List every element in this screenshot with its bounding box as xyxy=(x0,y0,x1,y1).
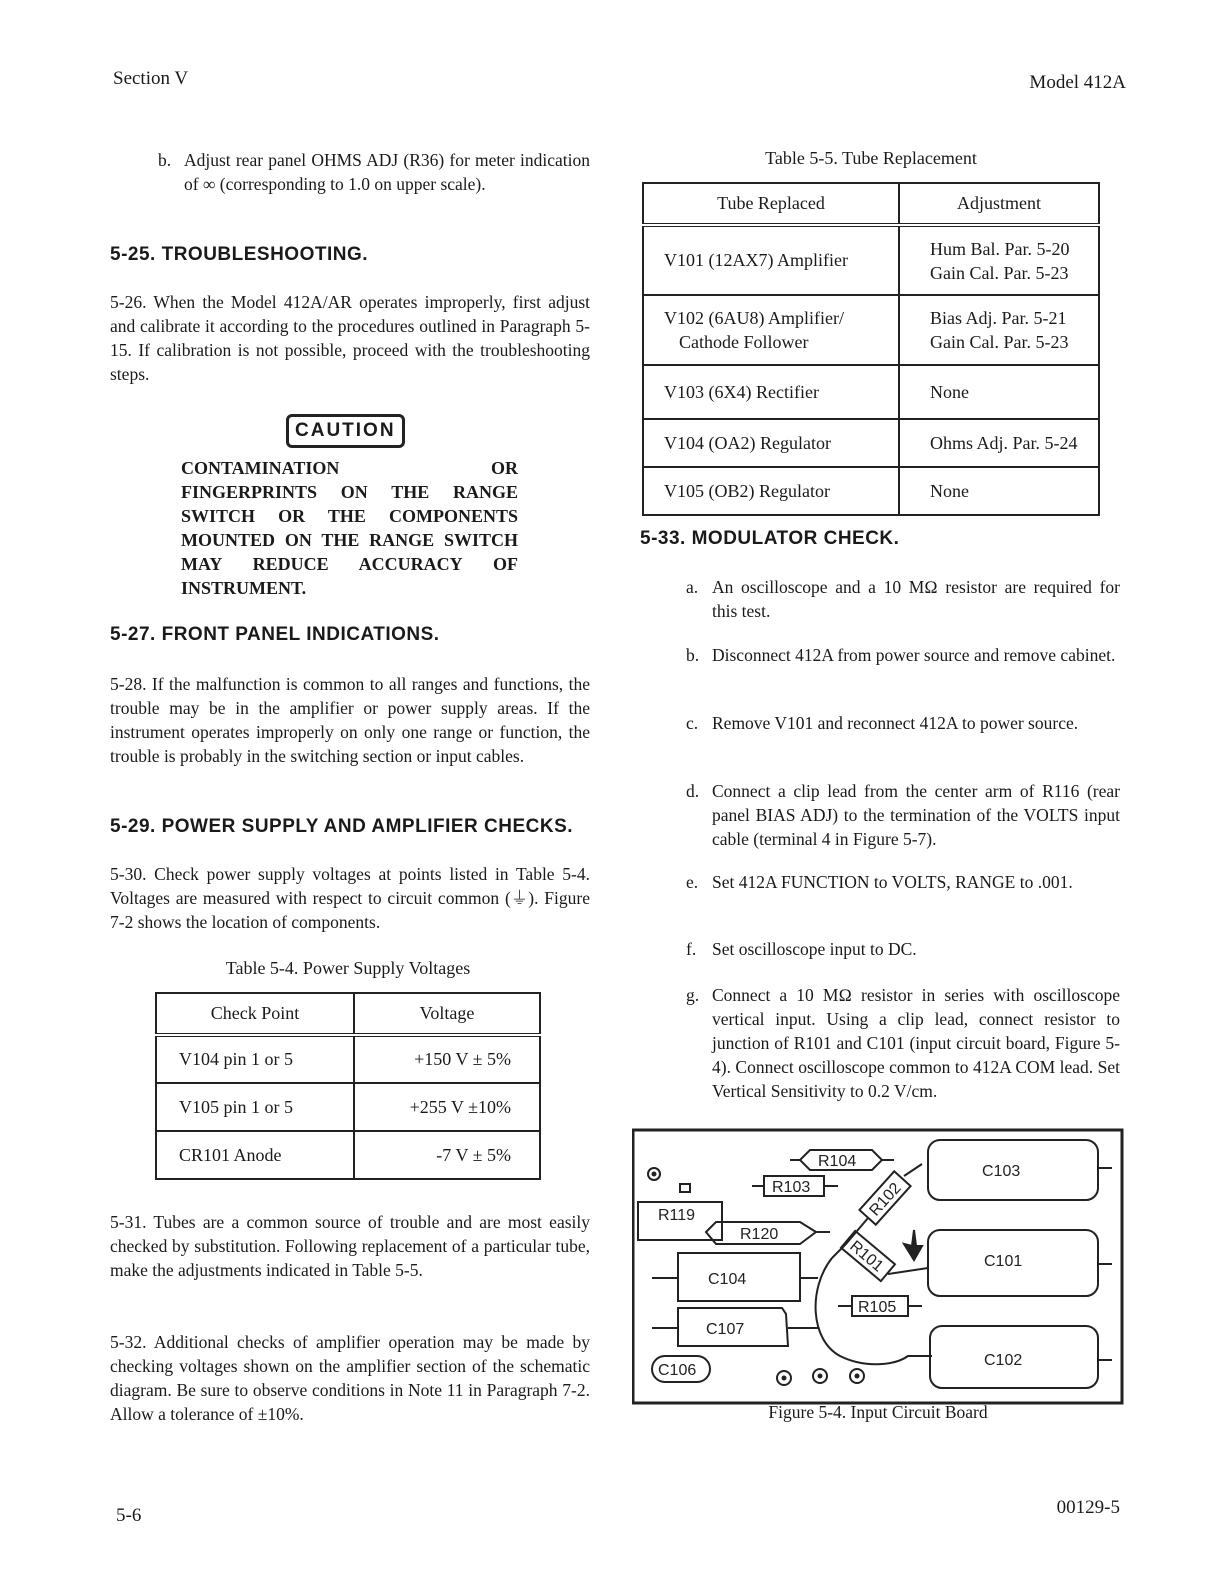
input-circuit-board-diagram xyxy=(632,1128,1124,1406)
step-label: b. xyxy=(686,645,700,665)
step-label: e. xyxy=(686,872,699,892)
r102-label: R102 xyxy=(866,1179,905,1220)
table-row xyxy=(643,225,1099,295)
table-cell xyxy=(643,365,899,419)
c104-label: C104 xyxy=(708,1271,747,1288)
step-text: Remove V101 and reconnect 412A to power source. xyxy=(712,713,1079,733)
table-cell: -7 V ± 5% xyxy=(354,1131,540,1179)
table-header-cell: Tube Replaced xyxy=(643,183,899,225)
step-label: g. xyxy=(686,985,700,1005)
step-a xyxy=(686,575,1120,623)
table-cell xyxy=(899,467,1099,515)
step-label: c. xyxy=(686,713,699,733)
r120-label: R120 xyxy=(740,1226,779,1243)
heading-5-25: 5-25. TROUBLESHOOTING. xyxy=(110,244,369,265)
r119-label: R119 xyxy=(658,1207,696,1224)
table-row xyxy=(643,365,1099,419)
r102-lead xyxy=(904,1164,922,1176)
terminal-pad-center xyxy=(855,1374,860,1379)
step-text: Set oscilloscope input to DC. xyxy=(712,939,917,959)
paragraph-5-28: 5-28. If the malfunction is common to all ranges and functions, the trouble may be in the amplifier or power supply areas. If the instrument operates improperly on only one range or function, the trouble is probably in the switching section or input cables. xyxy=(110,674,590,766)
cell-line: V101 (12AX7) Amplifier xyxy=(664,250,848,270)
table-header-cell: Check Point xyxy=(156,993,354,1035)
table-row xyxy=(643,419,1099,467)
figure-5-4-caption: Figure 5-4. Input Circuit Board xyxy=(768,1402,988,1422)
cell-line: V103 (6X4) Rectifier xyxy=(664,381,819,402)
c106-label: C106 xyxy=(658,1362,697,1379)
r101-resistor xyxy=(841,1231,895,1281)
terminal-pad-center xyxy=(818,1374,823,1379)
table-row xyxy=(643,295,1099,365)
table-cell xyxy=(899,419,1099,467)
step-label: f. xyxy=(686,939,697,959)
caution-label: CAUTION xyxy=(286,414,405,448)
mount-hole-center xyxy=(652,1172,657,1177)
step-label: b. xyxy=(158,150,172,170)
table-5-4-caption: Table 5-4. Power Supply Voltages xyxy=(225,958,471,978)
table-5-5 xyxy=(642,182,1100,516)
step-b-adjust-ohms xyxy=(158,148,590,196)
table-cell: CR101 Anode xyxy=(156,1131,354,1179)
cell-line: Gain Cal. Par. 5-23 xyxy=(930,262,1069,283)
step-text: Set 412A FUNCTION to VOLTS, RANGE to .001. xyxy=(712,872,1073,892)
paragraph-5-31: 5-31. Tubes are a common source of trouble and are most easily checked by substitution. Following replacement of a particular tube, make the adjustments indicated in Table 5-5. xyxy=(110,1212,590,1280)
cell-line: Bias Adj. Par. 5-21 xyxy=(930,308,1067,328)
table-cell xyxy=(643,295,899,365)
cell-line: Ohms Adj. Par. 5-24 xyxy=(930,432,1078,453)
caution-text xyxy=(181,456,518,600)
step-e xyxy=(686,870,1120,894)
caution-line: SWITCH OR THE COMPONENTS xyxy=(181,506,518,526)
table-header-row xyxy=(643,183,1099,225)
table-cell: +150 V ± 5% xyxy=(354,1035,540,1083)
r104-label: R104 xyxy=(818,1153,857,1170)
r101-label: R101 xyxy=(846,1237,887,1276)
caution-line: FINGERPRINTS ON THE RANGE xyxy=(181,482,518,502)
table-header-cell: Adjustment xyxy=(899,183,1099,225)
table-cell xyxy=(899,225,1099,295)
r119-tab xyxy=(680,1184,690,1192)
paragraph-5-32: 5-32. Additional checks of amplifier operation may be made by checking voltages shown on the amplifier section of the schematic diagram. Be sure to observe conditions in Note 11 in Paragraph 7-2. Allow a tolerance of ±10%. xyxy=(110,1332,590,1424)
terminal-pad-center xyxy=(782,1376,787,1381)
c101-label: C101 xyxy=(984,1253,1023,1270)
heading-5-29: 5-29. POWER SUPPLY AND AMPLIFIER CHECKS. xyxy=(110,816,574,837)
caution-line: MAY REDUCE ACCURACY OF xyxy=(181,554,518,574)
cell-line: Cathode Follower xyxy=(679,332,809,352)
step-text: Connect a 10 MΩ resistor in series with oscilloscope vertical input. Using a clip lead, connect resistor to junction of R101 and C101 (input circuit board, Figure 5-4). Connect oscilloscope common to 412A COM lead. Set Vertical Sensitivity to 0.2 V/cm. xyxy=(712,985,1120,1101)
cell-line: Hum Bal. Par. 5-20 xyxy=(930,238,1070,259)
table-cell: V104 pin 1 or 5 xyxy=(156,1035,354,1083)
heading-5-33: 5-33. MODULATOR CHECK. xyxy=(640,528,900,549)
caution-line: MOUNTED ON THE RANGE SWITCH xyxy=(181,530,518,550)
table-header-row xyxy=(156,993,540,1035)
cell-line: V104 (OA2) Regulator xyxy=(664,432,831,453)
cell-line: V105 (OB2) Regulator xyxy=(664,480,830,501)
table-cell xyxy=(643,419,899,467)
table-5-5-caption: Table 5-5. Tube Replacement xyxy=(765,148,977,168)
r103-label: R103 xyxy=(772,1179,811,1196)
step-b xyxy=(686,643,1120,667)
table-row xyxy=(156,1131,540,1179)
table-5-4 xyxy=(155,992,541,1180)
c107-label: C107 xyxy=(706,1321,745,1338)
heading-5-27: 5-27. FRONT PANEL INDICATIONS. xyxy=(110,624,440,645)
step-text: Adjust rear panel OHMS ADJ (R36) for meter indication of ∞ (corresponding to 1.0 on upper scale). xyxy=(184,150,590,194)
step-text: Connect a clip lead from the center arm of R116 (rear panel BIAS ADJ) to the termination of the VOLTS input cable (terminal 4 in Figure 5-7). xyxy=(712,781,1120,849)
junction-arrow-icon xyxy=(904,1230,922,1260)
table-cell: +255 V ±10% xyxy=(354,1083,540,1131)
paragraph-5-26: 5-26. When the Model 412A/AR operates improperly, first adjust and calibrate it according to the procedures outlined in Paragraph 5-15. If calibration is not possible, proceed with the troubleshooting steps. xyxy=(110,292,590,384)
table-header-cell: Voltage xyxy=(354,993,540,1035)
step-label: d. xyxy=(686,781,700,801)
step-text: Disconnect 412A from power source and remove cabinet. xyxy=(712,645,1116,665)
step-text: An oscilloscope and a 10 MΩ resistor are required for this test. xyxy=(712,577,1120,621)
step-c xyxy=(686,711,1120,735)
table-row xyxy=(643,467,1099,515)
step-f xyxy=(686,937,1120,961)
r105-label: R105 xyxy=(858,1299,897,1316)
step-label: a. xyxy=(686,577,699,597)
page-number: 5-6 xyxy=(116,1505,142,1526)
cell-line: None xyxy=(930,480,969,501)
document-code: 00129-5 xyxy=(1056,1497,1120,1518)
table-cell xyxy=(643,225,899,295)
cell-line: Gain Cal. Par. 5-23 xyxy=(930,332,1069,352)
table-row xyxy=(156,1035,540,1083)
table-cell xyxy=(899,295,1099,365)
r102-resistor xyxy=(859,1171,910,1224)
r101-lead xyxy=(888,1268,928,1274)
step-g xyxy=(686,983,1120,1103)
table-cell xyxy=(899,365,1099,419)
c103-label: C103 xyxy=(982,1163,1021,1180)
c102-label: C102 xyxy=(984,1352,1023,1369)
caution-line: CONTAMINATION OR xyxy=(181,458,518,478)
paragraph-5-30: 5-30. Check power supply voltages at points listed in Table 5-4. Voltages are measured with respect to circuit common (⏚). Figure 7-2 shows the location of components. xyxy=(110,864,590,932)
section-label: Section V xyxy=(113,68,189,89)
model-label: Model 412A xyxy=(1029,72,1126,93)
cell-line: V102 (6AU8) Amplifier/ xyxy=(664,308,844,328)
table-cell xyxy=(643,467,899,515)
table-row xyxy=(156,1083,540,1131)
caution-line: INSTRUMENT. xyxy=(181,578,307,598)
step-d xyxy=(686,779,1120,851)
cell-line: None xyxy=(930,381,969,402)
table-cell: V105 pin 1 or 5 xyxy=(156,1083,354,1131)
